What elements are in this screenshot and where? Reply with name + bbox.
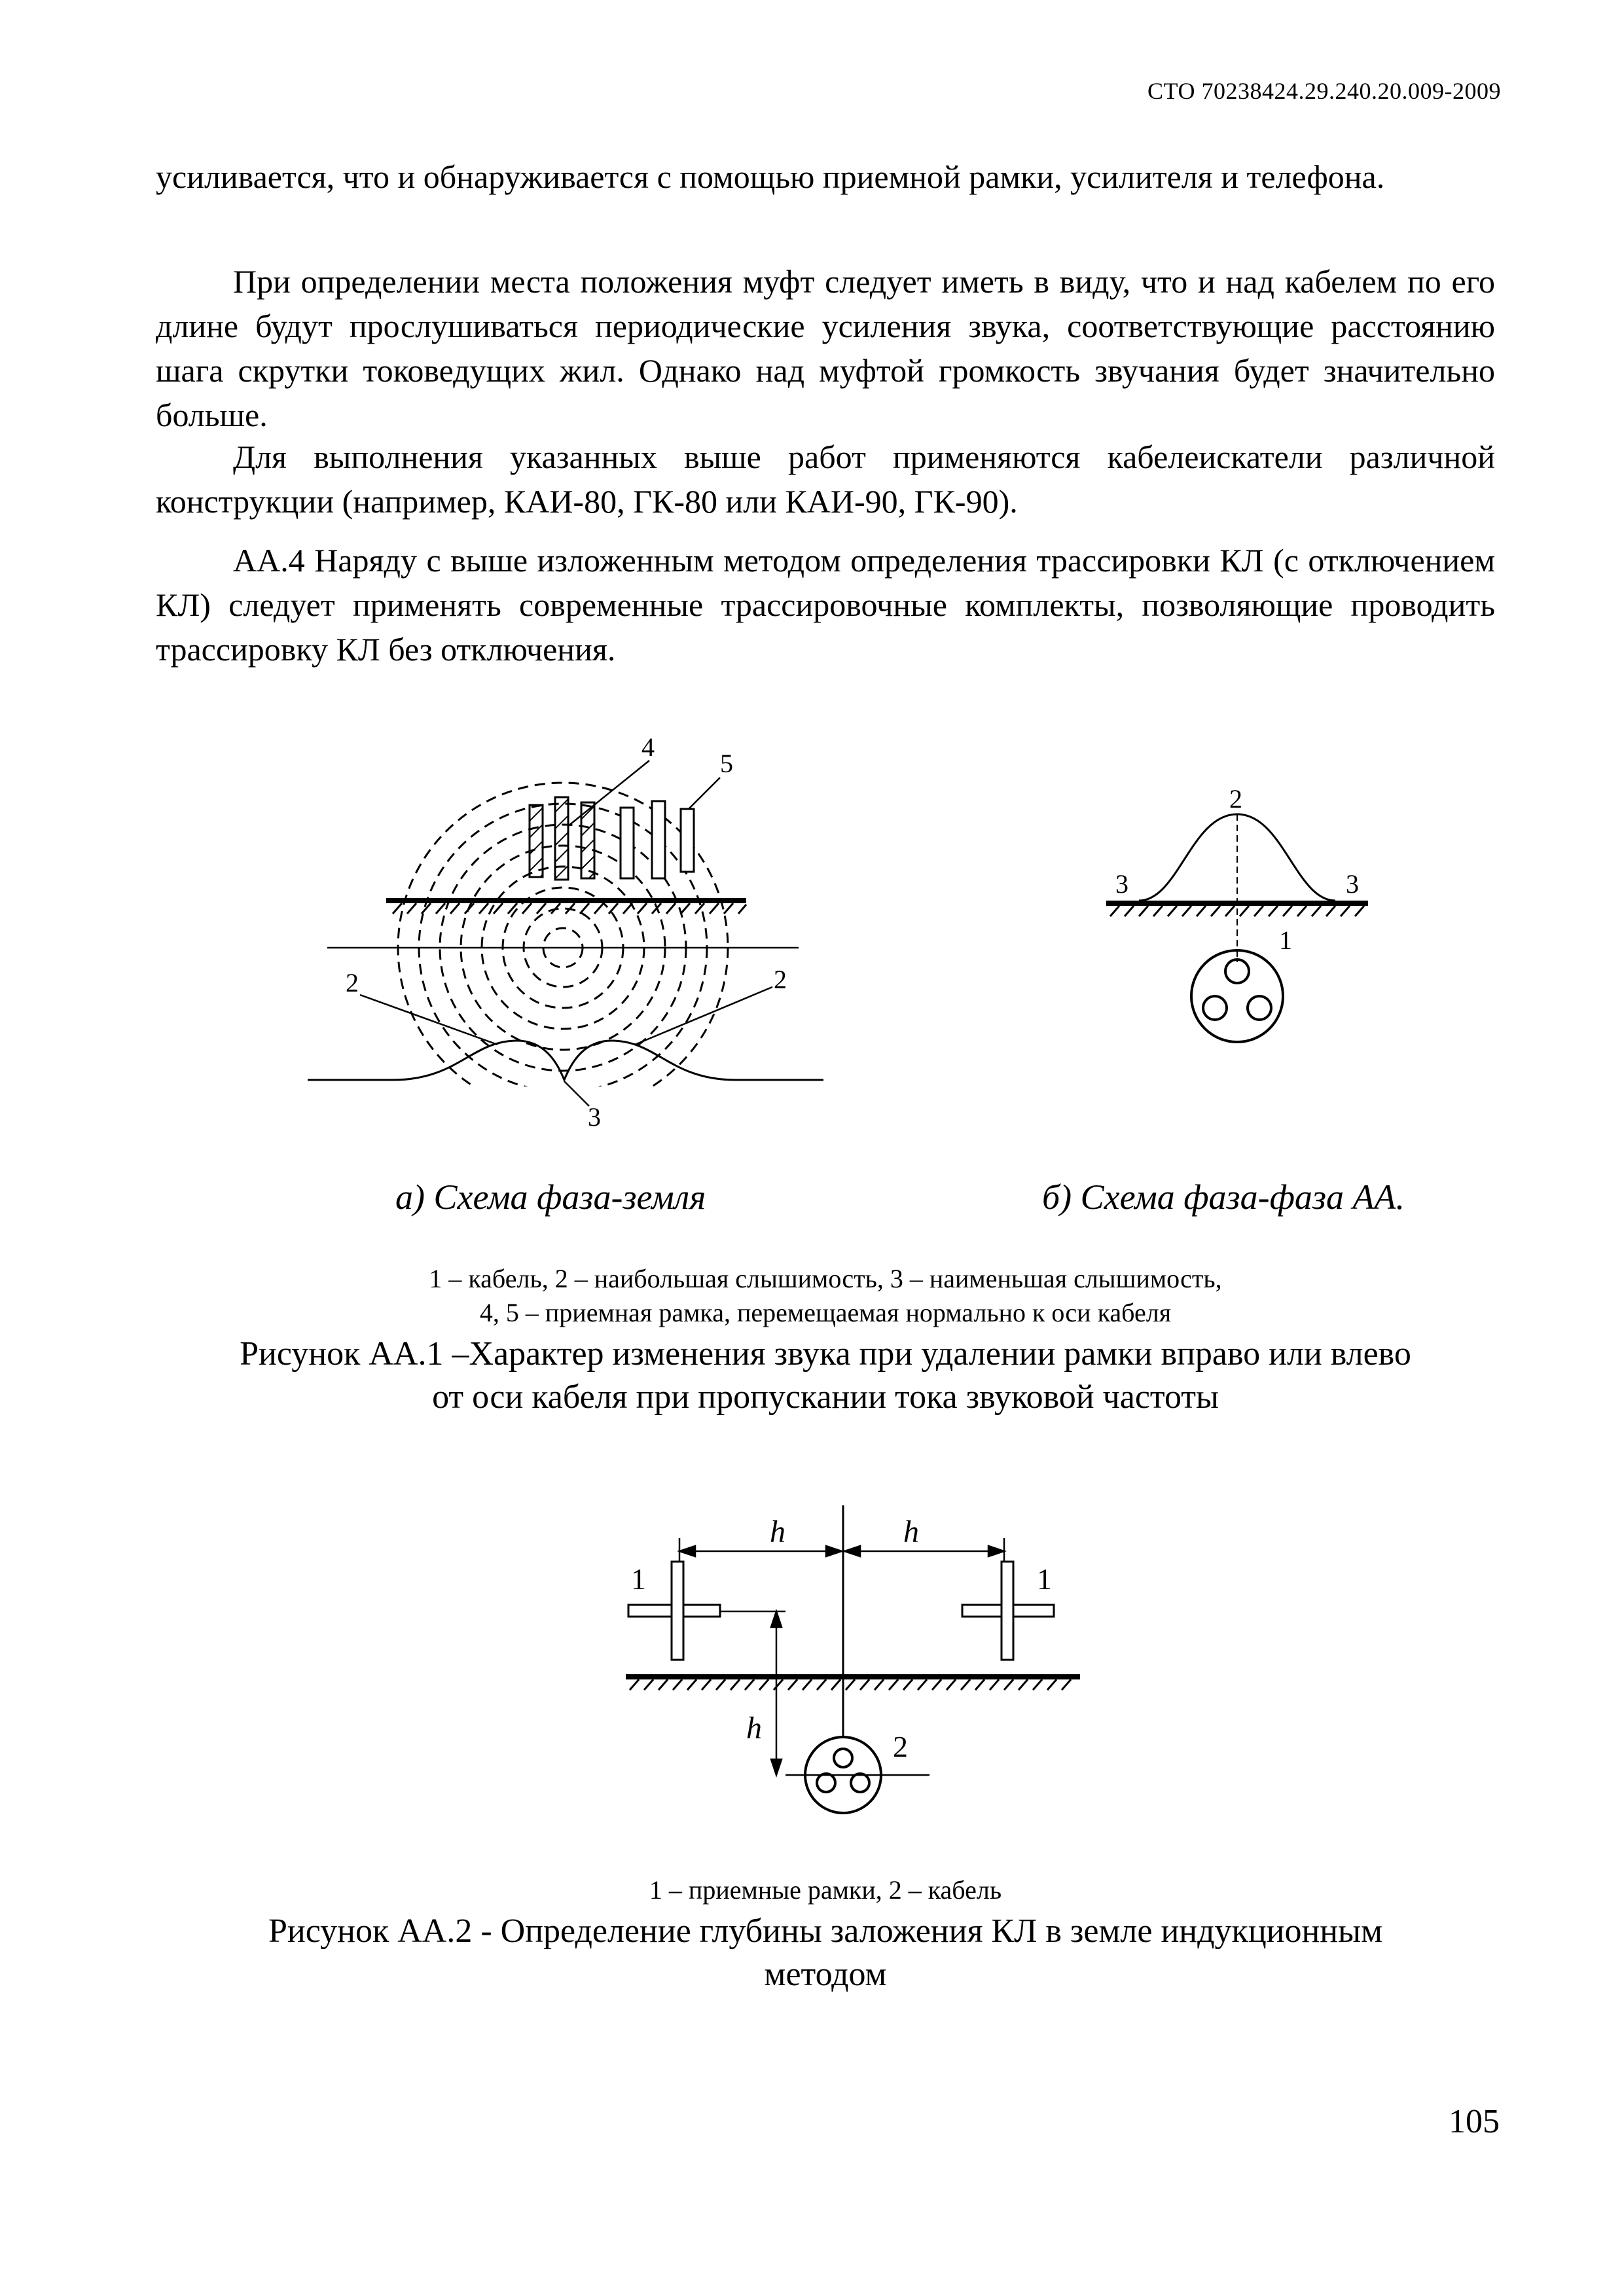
figure-1-legend-line-2: 4, 5 – приемная рамка, перемещаемая нормально к оси кабеля	[479, 1298, 1172, 1327]
cable-cross-section-1	[1191, 950, 1283, 1042]
figure-2-legend: 1 – приемные рамки, 2 – кабель	[649, 1875, 1002, 1905]
label-2-right: 2	[774, 965, 787, 994]
paragraph-3: Для выполнения указанных выше работ применяются кабелеискатели различной конструкции (например, КАИ-80, ГК-80 или КАИ-90, ГК-90).	[156, 439, 1495, 520]
frame-label-left: 1	[631, 1562, 646, 1596]
paragraph-4: АА.4 Наряду с выше изложенным методом определения трассировки КЛ (с отключением КЛ) следует применять современные трассировочные комплекты, позволяющие проводить трассировку КЛ без отключения.	[156, 542, 1495, 668]
caption-a: а) Схема фаза-земля	[395, 1177, 706, 1217]
label-3: 3	[588, 1102, 601, 1132]
figure-1-title-line-1: Рисунок АА.1 –Характер изменения звука при удалении рамки вправо или влево	[240, 1335, 1411, 1372]
ground-surface	[626, 1677, 1080, 1690]
cable-label: 2	[893, 1730, 908, 1763]
label-2-top: 2	[1229, 784, 1242, 814]
label-5: 5	[720, 749, 733, 778]
figure-2-title-line-2: методом	[764, 1956, 887, 1993]
label-4: 4	[641, 732, 655, 762]
h-label-depth: h	[746, 1711, 762, 1746]
h-label-top-left: h	[770, 1515, 785, 1549]
audibility-curve-left	[308, 1041, 823, 1080]
label-2-left: 2	[346, 968, 359, 997]
h-label-top-right: h	[903, 1515, 919, 1549]
page-number: 105	[1449, 2103, 1500, 2140]
frame-label-right: 1	[1037, 1562, 1052, 1596]
figure-1-legend-line-1: 1 – кабель, 2 – наибольшая слышимость, 3 – наименьшая слышимость,	[429, 1264, 1222, 1293]
receiving-frames	[530, 797, 694, 880]
document-code: СТО 70238424.29.240.20.009-2009	[1147, 78, 1501, 104]
label-3-left: 3	[1115, 869, 1128, 899]
label-1: 1	[1279, 925, 1292, 955]
paragraph-2: При определении места положения муфт следует иметь в виду, что и над кабелем по его длине будут прослушиваться периодические усиления звука, соответствующие расстоянию шага скрутки токоведущих жил. Однако над муфтой громкость звучания будет значительно больше.	[156, 263, 1495, 433]
paragraph-1: усиливается, что и обнаруживается с помощью приемной рамки, усилителя и телефона.	[156, 158, 1385, 195]
label-3-right: 3	[1346, 869, 1359, 899]
ground-surface-left	[386, 901, 746, 914]
figure-2-diagram	[0, 1492, 1624, 1820]
figure-2-title-line-1: Рисунок АА.2 - Определение глубины заложения КЛ в земле индукционным	[268, 1912, 1382, 1950]
caption-b: б) Схема фаза-фаза АА.	[1042, 1177, 1405, 1217]
figure-1-title-line-2: от оси кабеля при пропускании тока звуковой частоты	[432, 1378, 1219, 1416]
